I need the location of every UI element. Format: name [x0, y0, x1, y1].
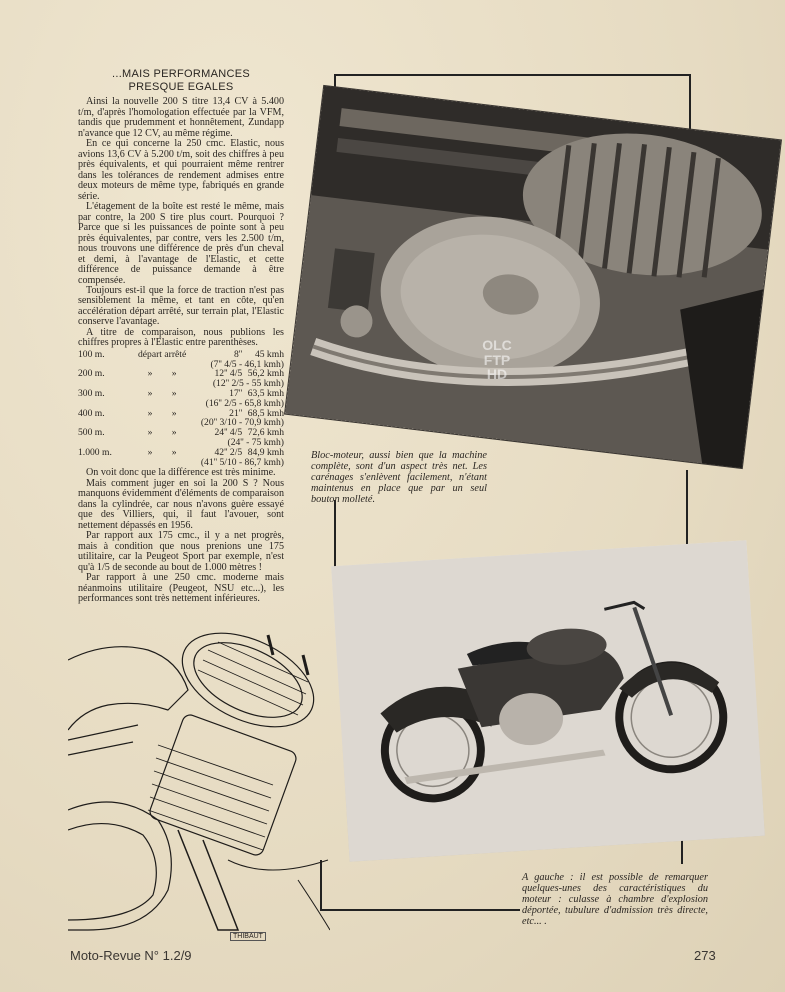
speed: 72,6 kmh: [247, 427, 284, 439]
ditto-mark: »: [171, 446, 177, 458]
ditto-mark: »: [147, 446, 153, 458]
elastic-figures: (16'' 2/5 - 65,8 kmh): [205, 397, 284, 409]
time: 17'': [229, 388, 243, 400]
page-number: 273: [694, 948, 716, 963]
elastic-figures: (7'' 4/5 - 46,1 kmh): [210, 358, 284, 370]
watermark-line-3: HD: [486, 366, 508, 383]
drawing-caption: A gauche : il est possible de remarquer quelques-unes des caractéristiques du moteur : culasse à chambre d'explosion déportée, tubulure d'admission très directe, etc... .: [522, 872, 708, 928]
paragraph: Par rapport aux 175 cmc., il y a net progrès, mais à condition que nous prenions une 175 utilitaire, car la Peugeot Sport par exemple, n'est qu'à 1/5 de seconde au bout de 1.000 mètres !: [78, 530, 284, 573]
ditto-mark: »: [171, 427, 177, 439]
acceleration-table: [78, 350, 284, 467]
paragraph: Mais comment juger en soi la 200 S ? Nous manquons évidemment d'éléments de comparaison dans la cylindrée, car nous n'avons guère essayé que des Villiers, qui, il faut l'avouer, sont nettement dépassés en 1956.: [78, 477, 284, 531]
time: 24'' 4/5: [214, 427, 243, 439]
ditto-mark: »: [147, 427, 153, 439]
watermark: [462, 338, 532, 422]
ditto-mark: »: [147, 368, 153, 380]
speed: 84,9 kmh: [247, 446, 284, 458]
watermark-line-1: OLC: [482, 337, 512, 353]
elastic-figures: (12'' 2/5 - 55 kmh): [212, 378, 284, 390]
table-row: [78, 458, 284, 468]
heading-line-2: PRESQUE EGALES: [128, 80, 234, 93]
speed: 63,5 kmh: [247, 388, 284, 400]
ditto-mark: »: [171, 368, 177, 380]
motorcycle-photo: [331, 540, 765, 862]
ditto-mark: »: [171, 388, 177, 400]
heading-line-1: ...MAIS PERFORMANCES: [111, 68, 251, 80]
time: 21'': [229, 407, 243, 419]
article-heading: [78, 68, 284, 93]
article-column: [78, 68, 284, 605]
time: 8'': [233, 348, 243, 360]
paragraph: En ce qui concerne la 250 cmc. Elastic, nous avions 13,6 CV à 5.200 t/m, soit des chiffres à peu près équivalents, et qui pourraient même rentrer dans les tolérances de rendement admises entre deux moteurs de même type, fabriqués en grande série.: [78, 138, 284, 202]
engine-caption: Bloc-moteur, aussi bien que la machine complète, sont d'un aspect très net. Les carénages s'enlèvent facilement, n'étant maintenus en place que par un seul bouton molleté.: [311, 450, 487, 506]
paragraph: On voit donc que la différence est très minime.: [86, 467, 276, 479]
ditto-mark: »: [171, 407, 177, 419]
drawing-signature: THIBAUT: [230, 932, 266, 941]
paragraph: A titre de comparaison, nous publions les chiffres propres à l'Elastic entre parenthèses.: [78, 326, 284, 349]
motorcycle-photo-art: [331, 540, 765, 862]
paragraph: Par rapport à une 250 cmc. moderne mais néanmoins utilitaire (Peugeot, NSU etc...), les performances sont très nettement inférieures.: [78, 572, 284, 605]
watermark-line-2: FTP: [483, 351, 511, 368]
frame-line-top: [334, 74, 691, 76]
elastic-figures: (24'' - 75 kmh): [227, 436, 284, 448]
distance: 300 m.: [78, 388, 105, 400]
speed: 45 kmh: [254, 348, 284, 360]
engine-photo-art: [285, 86, 781, 468]
frame-line-bottom: [320, 909, 520, 911]
paragraph: Ainsi la nouvelle 200 S titre 13,4 CV à 5.400 t/m, d'après l'homologation effectuée par la VFM, tandis que prudemment et honnêtement, Zundapp n'avance que 12 CV, au même régime.: [78, 96, 284, 139]
engine-line-drawing: [68, 630, 330, 942]
time: 12'' 4/5: [214, 368, 243, 380]
distance: 100 m.: [78, 348, 105, 360]
elastic-figures: (41'' 5/10 - 86,7 kmh): [200, 456, 284, 468]
distance: 400 m.: [78, 407, 105, 419]
speed: 56,2 kmh: [247, 368, 284, 380]
engine-photo: [285, 86, 781, 468]
start-note: départ arrêté: [138, 348, 187, 360]
ditto-mark: »: [147, 388, 153, 400]
speed: 68,5 kmh: [247, 407, 284, 419]
ditto-mark: »: [147, 407, 153, 419]
distance: 200 m.: [78, 368, 105, 380]
paragraph: Toujours est-il que la force de traction n'est pas sensiblement la même, et tant en côte, qu'en accélération départ arrêté, sur terrain plat, l'Elastic conserve l'avantage.: [78, 285, 284, 328]
time: 42'' 2/5: [214, 446, 243, 458]
elastic-figures: (20'' 3/10 - 70,9 kmh): [200, 417, 284, 429]
paragraph: L'étagement de la boîte est resté le même, mais par contre, la 200 S tire plus court. Pourquoi ? Parce que si les puissances de pointe sont à peu près équivalentes, par contre, vers les 2.500 t/m, nous trouvons une différence de près d'un cheval et demi, à l'avantage de l'Elastic, et cette différence de puissance demande à être compensée.: [78, 201, 284, 286]
frame-line-right-mid: [686, 470, 688, 548]
publication-footer: Moto-Revue N° 1.2/9: [70, 948, 192, 963]
distance: 1.000 m.: [78, 446, 112, 458]
distance: 500 m.: [78, 427, 105, 439]
